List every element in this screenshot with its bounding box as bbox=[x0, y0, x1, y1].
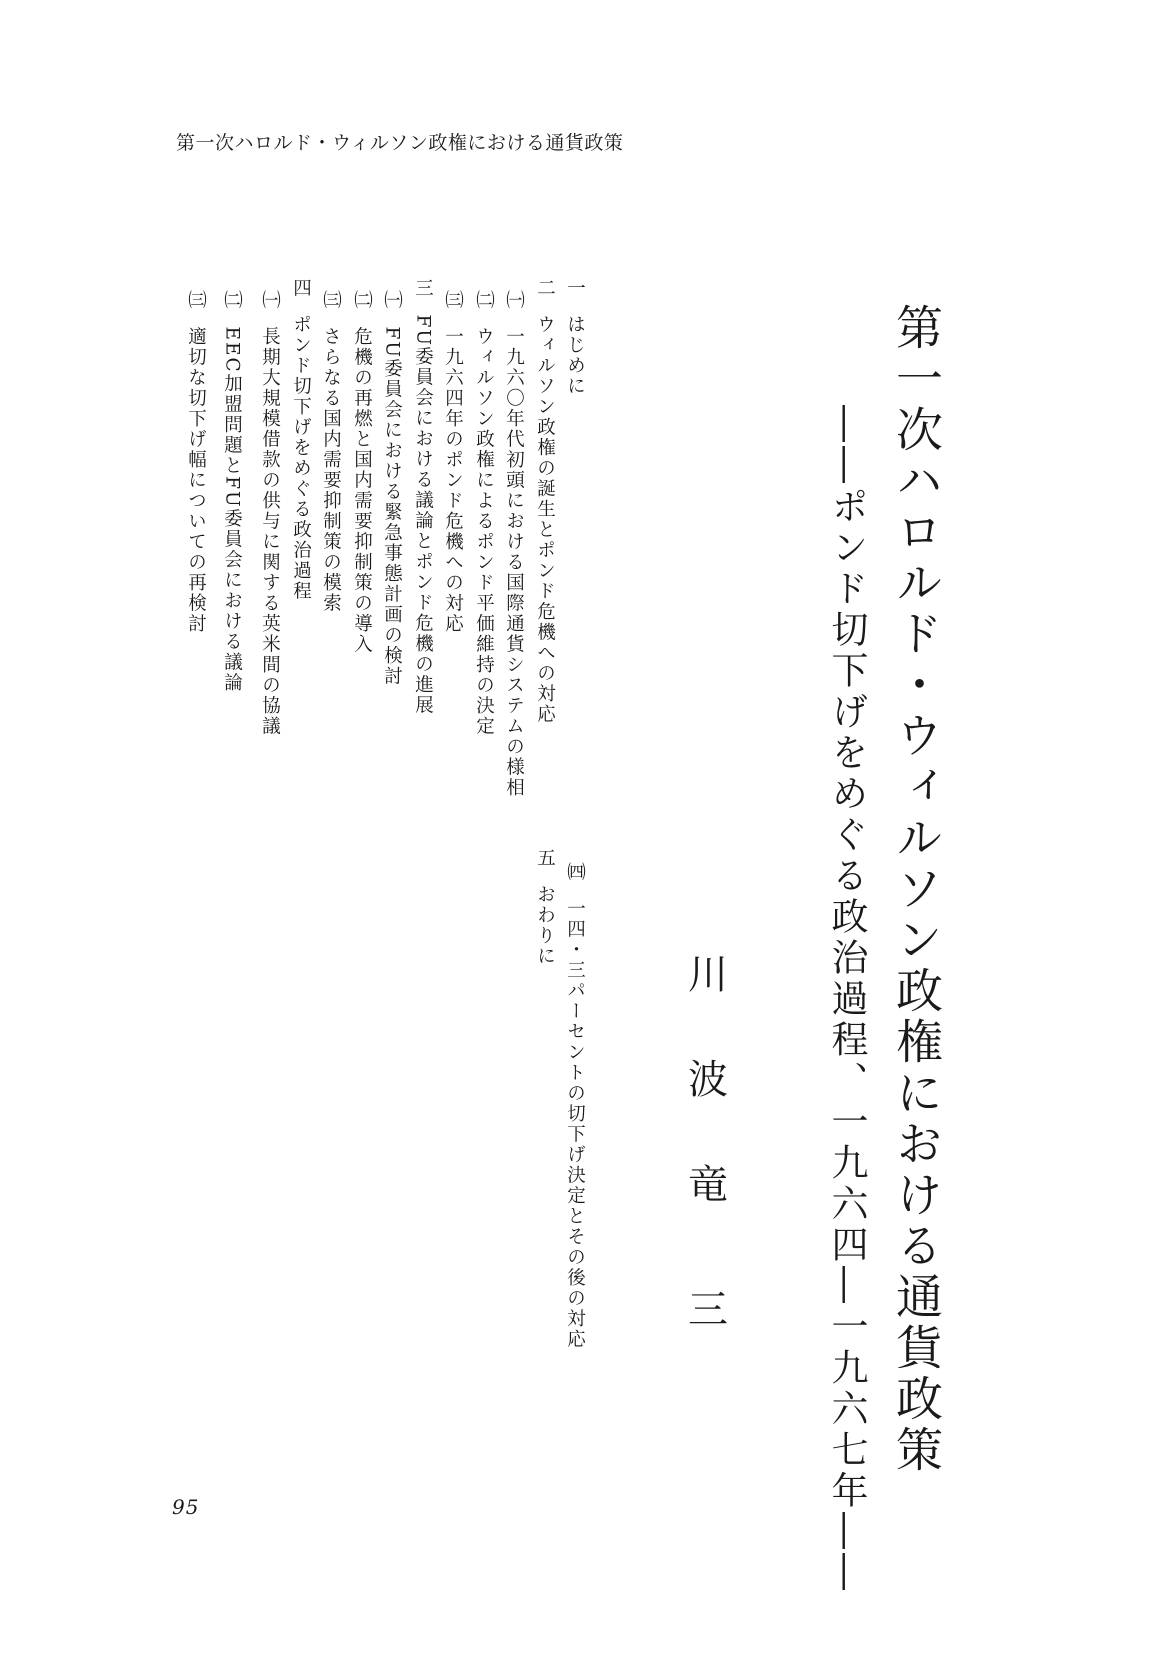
toc-number: 三 bbox=[412, 278, 434, 299]
toc-item bbox=[186, 290, 205, 634]
toc-text: 適切な切下げ幅についての再検討 bbox=[185, 326, 207, 634]
author-char: 三 bbox=[688, 1287, 728, 1333]
toc-item bbox=[443, 290, 462, 634]
author-char: 川 bbox=[688, 952, 728, 998]
author-char: 波 bbox=[688, 1057, 728, 1103]
toc-item bbox=[382, 290, 401, 687]
toc-number: ㈢ bbox=[185, 290, 207, 311]
toc-number: ㈣ bbox=[564, 862, 586, 883]
toc-number: ㈠ bbox=[381, 290, 403, 311]
toc-text: FU委員会における緊急事態計画の検討 bbox=[381, 326, 403, 687]
toc-number: ㈡ bbox=[473, 290, 495, 311]
toc-item bbox=[535, 278, 554, 725]
running-head: 第一次ハロルド・ウィルソン政権における通貨政策 bbox=[176, 132, 624, 154]
toc-item bbox=[413, 278, 432, 716]
toc-number: ㈠ bbox=[259, 290, 281, 311]
toc-text: EEC加盟問題とFU委員会における議論 bbox=[221, 326, 243, 694]
page-number: 95 bbox=[172, 1495, 200, 1519]
toc-item bbox=[260, 290, 279, 737]
article-title: 第一次ハロルド・ウィルソン政権における通貨政策 bbox=[888, 303, 943, 1476]
toc-item bbox=[474, 290, 493, 737]
toc-number: ㈢ bbox=[442, 290, 464, 311]
article-subtitle: ――ポンド切下げをめぐる政治過程、一九六四―一九六七年―― bbox=[825, 405, 868, 1594]
toc-text: ウィルソン政権の誕生とポンド危機への対応 bbox=[534, 314, 556, 725]
toc-number: 五 bbox=[534, 848, 556, 869]
toc-item bbox=[222, 290, 241, 693]
author-char: 竜 bbox=[688, 1162, 728, 1208]
toc-number: ㈡ bbox=[351, 290, 373, 311]
toc-number: ㈠ bbox=[503, 290, 525, 311]
toc-item bbox=[565, 862, 584, 1350]
toc-item bbox=[504, 290, 523, 798]
toc-text: FU委員会における議論とポンド危機の進展 bbox=[412, 314, 434, 716]
toc-item bbox=[565, 278, 584, 397]
toc-number: ㈢ bbox=[320, 290, 342, 311]
toc-item bbox=[352, 290, 371, 655]
toc-text: おわりに bbox=[534, 884, 556, 967]
toc-text: 一四・三パーセントの切下げ決定とその後の対応 bbox=[564, 898, 586, 1350]
toc-number: 二 bbox=[534, 278, 556, 299]
toc-text: 長期大規模借款の供与に関する英米間の協議 bbox=[259, 326, 281, 737]
toc-item bbox=[291, 278, 310, 602]
toc-text: 危機の再燃と国内需要抑制策の導入 bbox=[351, 326, 373, 655]
toc-text: さらなる国内需要抑制策の模索 bbox=[320, 326, 342, 614]
toc-text: はじめに bbox=[564, 314, 586, 397]
toc-item bbox=[535, 848, 554, 967]
toc-text: ウィルソン政権によるポンド平価維持の決定 bbox=[473, 326, 495, 737]
toc-number: 一 bbox=[564, 278, 586, 299]
toc-text: 一九六四年のポンド危機への対応 bbox=[442, 326, 464, 634]
toc-item bbox=[321, 290, 340, 614]
toc-number: 四 bbox=[290, 278, 312, 299]
toc-text: 一九六〇年代初頭における国際通貨システムの様相 bbox=[503, 326, 525, 798]
toc-number: ㈡ bbox=[221, 290, 243, 311]
toc-text: ポンド切下げをめぐる政治過程 bbox=[290, 314, 312, 602]
